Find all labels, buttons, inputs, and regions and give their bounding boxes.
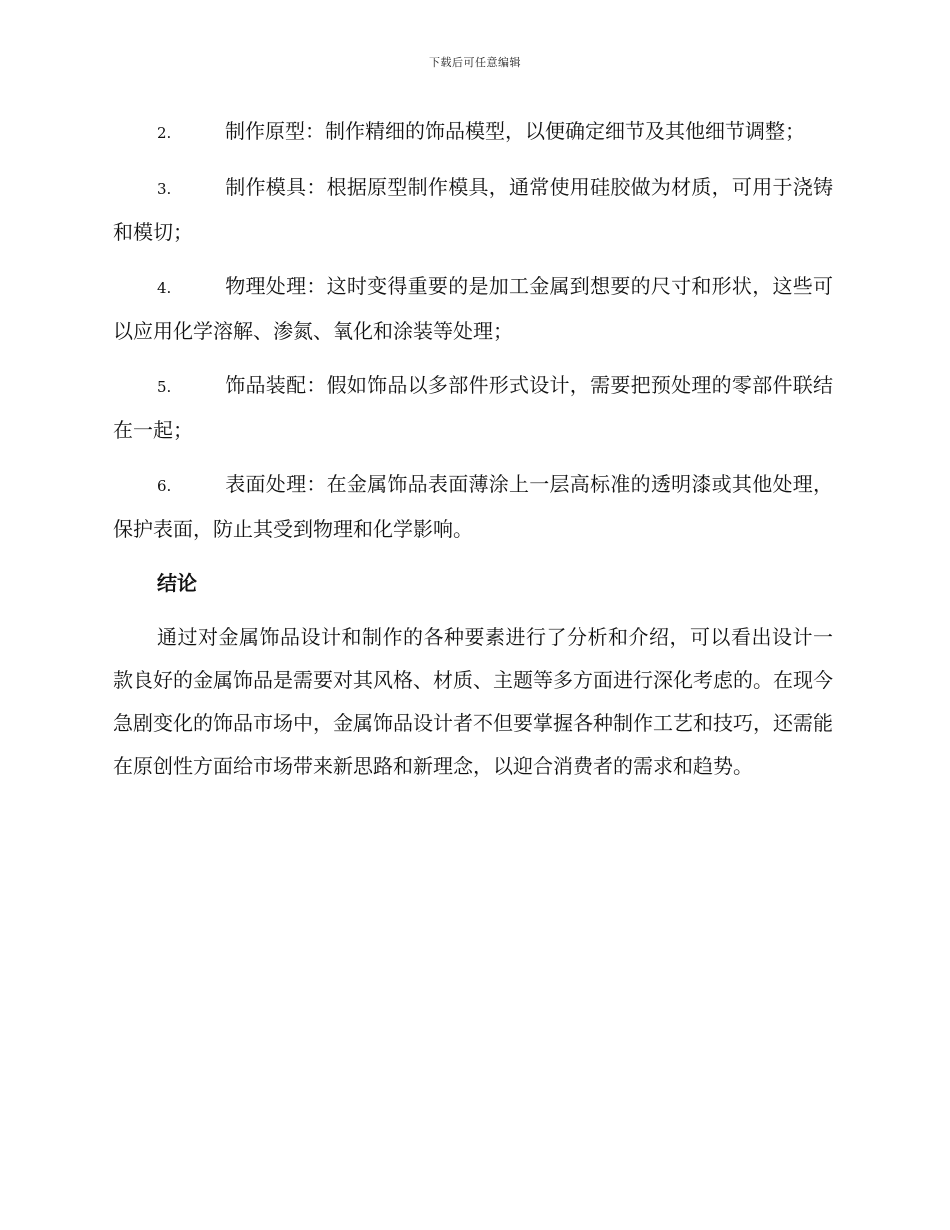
list-item-number: 3. xyxy=(157,180,172,198)
list-item xyxy=(113,364,833,452)
list-item-text: 表面处理：在金属饰品表面薄涂上一层高标准的透明漆或其他处理，保护表面，防止其受到物理和化学影响。 xyxy=(113,472,833,541)
conclusion-heading: 结论 xyxy=(157,571,197,595)
list-item xyxy=(113,166,833,254)
list-item xyxy=(113,110,833,155)
list-item-number: 5. xyxy=(157,378,172,396)
list-item-text: 物理处理：这时变得重要的是加工金属到想要的尺寸和形状，这些可以应用化学溶解、渗氮、氧化和涂装等处理； xyxy=(113,274,833,343)
list-item-text: 饰品装配：假如饰品以多部件形式设计，需要把预处理的零部件联结在一起； xyxy=(113,373,833,442)
conclusion-paragraph: 通过对金属饰品设计和制作的各种要素进行了分析和介绍，可以看出设计一款良好的金属饰品是需要对其风格、材质、主题等多方面进行深化考虑的。在现今急剧变化的饰品市场中，金属饰品设计者不但要掌握各种制作工艺和技巧，还需能在原创性方面给市场带来新思路和新理念，以迎合消费者的需求和趋势。 xyxy=(113,625,833,778)
list-item-number: 4. xyxy=(157,279,172,297)
page-header-note: 下载后可任意编辑 xyxy=(429,56,521,69)
list-item xyxy=(113,463,833,551)
list-item-text: 制作原型：制作精细的饰品模型，以便确定细节及其他细节调整； xyxy=(225,119,805,143)
document-body xyxy=(113,110,833,788)
list-item-number: 2. xyxy=(157,124,172,142)
list-item xyxy=(113,265,833,353)
list-item-text: 制作模具：根据原型制作模具，通常使用硅胶做为材质，可用于浇铸和模切； xyxy=(113,175,833,244)
list-item-number: 6. xyxy=(157,477,172,495)
